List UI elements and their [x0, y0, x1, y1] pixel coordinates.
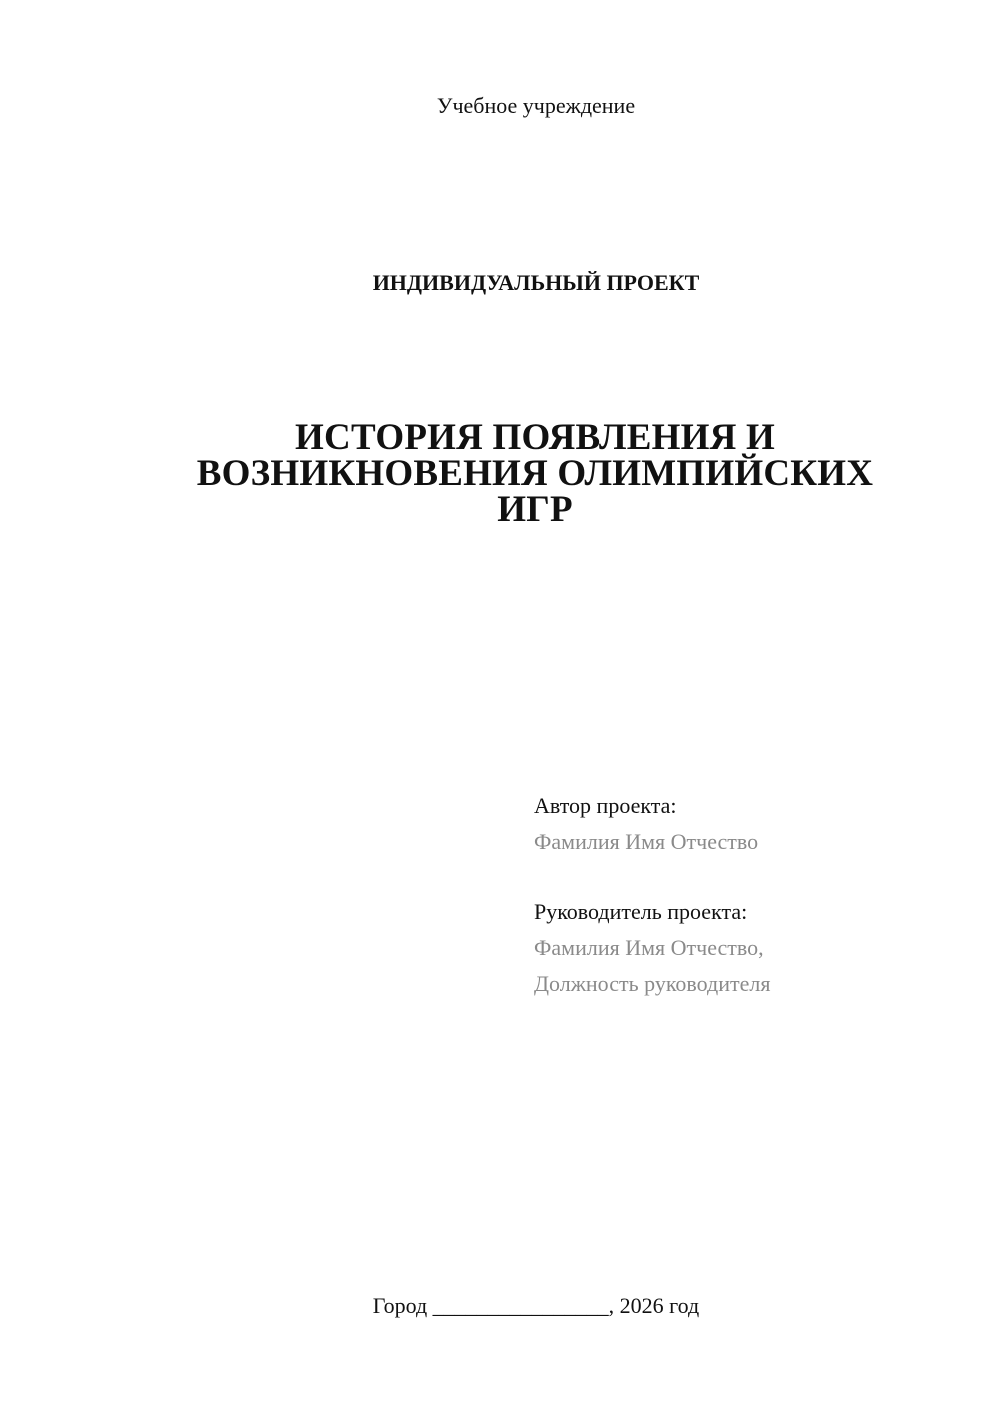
supervisor-name: Фамилия Имя Отчество, — [534, 935, 764, 960]
supervisor-label: Руководитель проекта: — [534, 899, 748, 924]
project-kind-heading: ИНДИВИДУАЛЬНЫЙ ПРОЕКТ — [372, 270, 700, 295]
project-title-line: ИГР — [497, 489, 573, 530]
project-title — [170, 417, 900, 530]
author-name: Фамилия Имя Отчество — [534, 829, 759, 854]
author-label: Автор проекта: — [534, 793, 677, 818]
city-year-footer: Город ________________, 2026 год — [372, 1293, 700, 1318]
project-title-line: ИСТОРИЯ ПОЯВЛЕНИЯ И — [295, 417, 775, 458]
institution-name: Учебное учреждение — [436, 93, 636, 118]
credits-spacer — [534, 860, 954, 894]
supervisor-position: Должность руководителя — [534, 971, 771, 996]
project-title-line: ВОЗНИКНОВЕНИЯ ОЛИМПИЙСКИХ — [196, 453, 874, 494]
project-credits — [534, 788, 954, 1002]
